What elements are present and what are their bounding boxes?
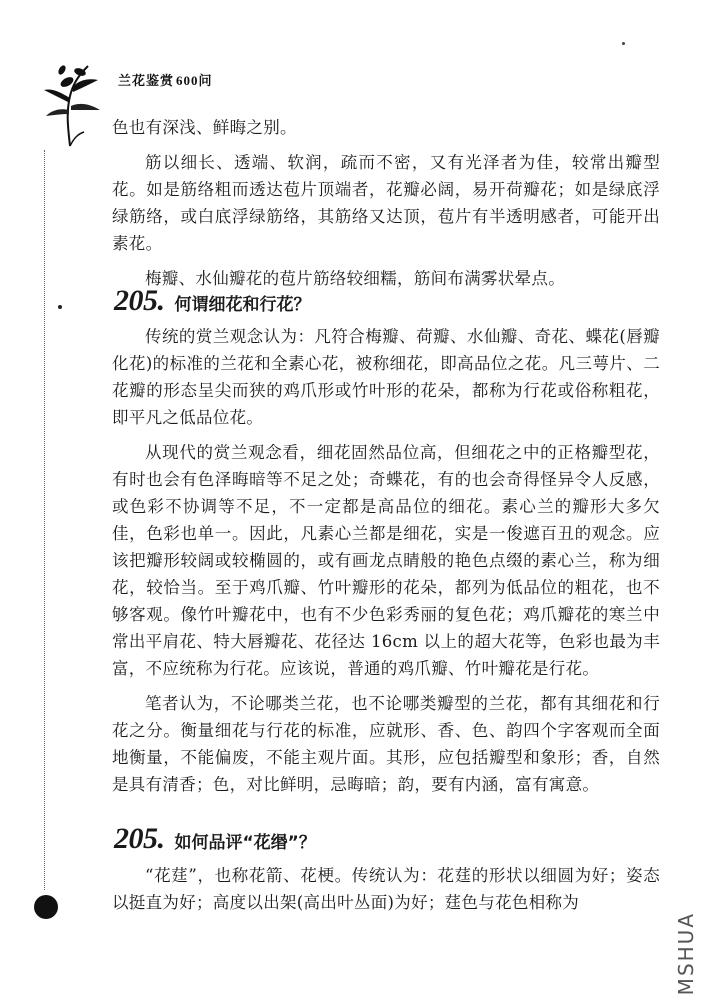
- header-book-count: 600问: [176, 73, 213, 88]
- top-paragraph-2: 筋以细长、透端、软润，疏而不密，又有光泽者为佳，较常出瓣型花。如是筋络粗而透达苞片顶端者，花瓣必阔，易开荷瓣花；如是绿底浮绿筋络，或白底浮绿筋络，其筋络又达顶，苞片有半透明感者，可能开出素花。: [112, 153, 660, 253]
- q1-paragraph-3: 笔者认为，不论哪类兰花，也不论哪类瓣型的兰花，都有其细花和行花之分。衡量细花与行花的标准，应就形、香、色、韵四个字客观而全面地衡量，不能偏废，不能主观片面。其形，应包括瓣型和象形；香，自然是具有清香；色，对比鲜明，忌晦暗；韵，要有内涵，富有寓意。: [112, 694, 660, 794]
- orchid-illustration: [40, 58, 110, 148]
- question-number-2: 205.: [114, 822, 165, 855]
- q1-paragraph-1: 传统的赏兰观念认为：凡符合梅瓣、荷瓣、水仙瓣、奇花、蝶花(唇瓣化花)的标准的兰花和全素心花，被称细花，即高品位之花。凡三萼片、二花瓣的形态呈尖而狭的鸡爪形或竹叶形的花朵，都称为行花或俗称粗花，即平凡之低品位花。: [112, 327, 660, 427]
- question-title-2: 如何品评“花缗”？: [174, 833, 316, 853]
- question-title-1: 何谓细花和行花？: [174, 295, 311, 315]
- header-book-title: 兰花鉴赏: [118, 74, 175, 89]
- question-number-1: 205.: [114, 284, 165, 317]
- question-heading-2: [114, 822, 316, 856]
- question-heading-1: [114, 284, 311, 318]
- q1-paragraph-2: 从现代的赏兰观念看，细花固然品位高，但细花之中的正格瓣型花，有时也会有色泽晦暗等不足之处；奇蝶花，有的也会奇得怪异令人反感，或色彩不协调等不足，不一定都是高品位的细花。素心兰的瓣形大多欠佳，色彩也单一。因此，凡素心兰都是细花，实是一俊遮百丑的观念。应该把瓣形较阔或较椭圆的，或有画龙点睛般的艳色点缀的素心兰，称为细花，较恰当。至于鸡爪瓣、竹叶瓣形的花朵，都列为低品位的粗花，也不够客观。像竹叶瓣花中，也有不少色彩秀丽的复色花；鸡爪瓣花的寒兰中常出平肩花、特大唇瓣花、花径达 16cm 以上的超大花等，色彩也最为丰富，不应统称为行花。应该说，普通的鸡爪瓣、竹叶瓣花是行花。: [112, 443, 660, 678]
- q2-paragraph-1: “花莛”，也称花箭、花梗。传统认为：花莛的形状以细圆为好；姿态以挺直为好；高度以出架(高出叶丛面)为好；莛色与花色相称为: [112, 866, 660, 912]
- top-paragraph-3: 梅瓣、水仙瓣花的苞片筋络较细糯，筋间布满雾状晕点。: [145, 269, 565, 288]
- running-header: [118, 70, 213, 89]
- top-paragraph-1: 色也有深浅、鲜晦之别。: [112, 118, 297, 137]
- margin-bullet: [58, 305, 62, 309]
- question-2-body: [112, 862, 660, 916]
- page-number-dot: [34, 895, 58, 919]
- stray-mark: [622, 42, 625, 45]
- question-1-body: [112, 323, 660, 798]
- watermark-text: MSHUA: [674, 911, 698, 995]
- top-text-block: [112, 114, 660, 292]
- margin-dotted-line: [44, 150, 45, 890]
